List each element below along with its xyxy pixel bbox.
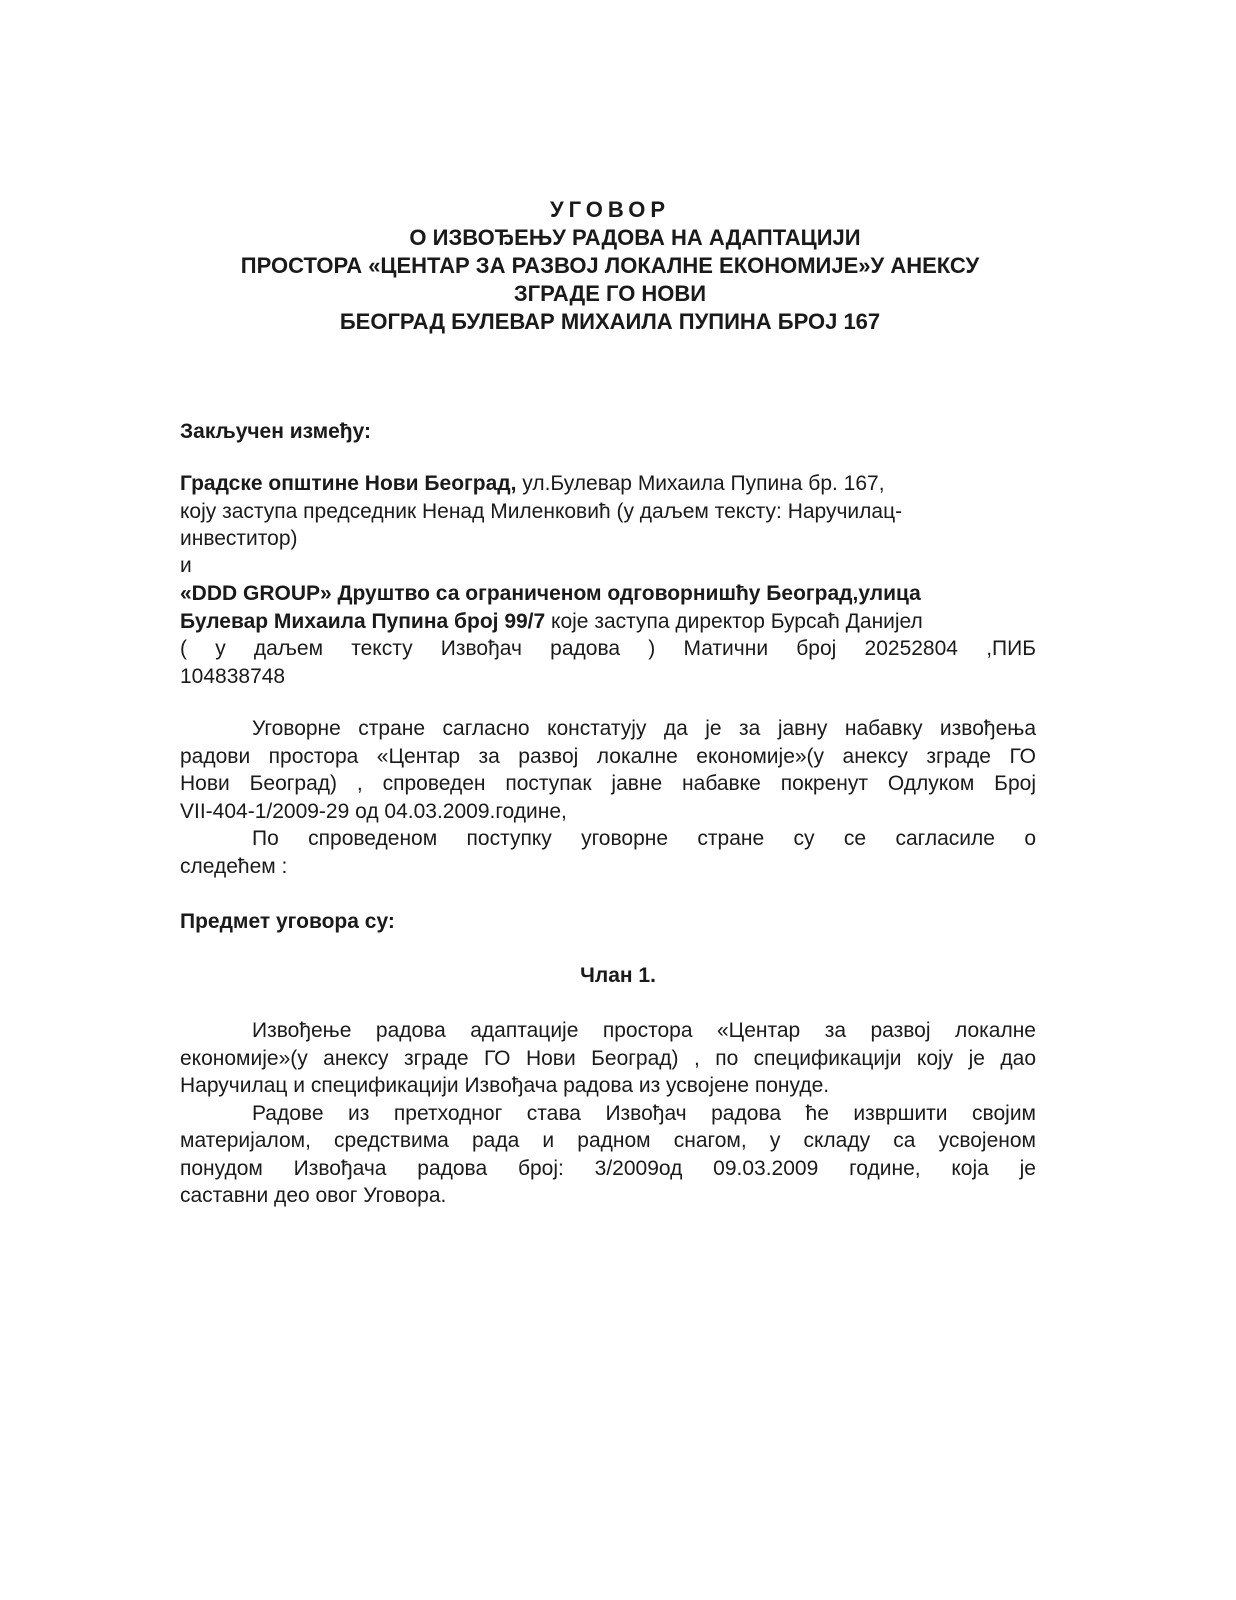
party-2-represented: које заступа директор Бурсаћ Данијел [545,609,923,633]
paragraph-2-line-5: материјалом, средствима рада и радном снагом, у складу са усвојеном [180,1129,1036,1152]
concluded-between-heading: Закључен између: [180,420,372,443]
paragraph-2-line-1: Извођење радова адаптације простора «Центар за развој локалне [252,1019,1036,1042]
paragraph-1-line-5: По спроведеном поступку уговорне стране су се сагласиле о [252,827,1036,850]
party-2-name-line-2: Булевар Михаила Пупина број 99/7 [180,609,546,633]
party-1-line-3: инвеститор) [180,527,298,550]
party-1-name: Градске општине Нови Београд, [180,472,517,495]
paragraph-1-line-4: VII-404-1/2009-29 од 04.03.2009.године, [180,799,567,823]
paragraph-1-line-3: Нови Београд) , спроведен поступак јавне набавке покренут Одлуком Број [180,772,1036,795]
party-2-line-4: 104838748 [180,664,286,688]
party-2-block [180,580,1036,690]
paragraph-2-line-6: понудом Извођача радова број: 3/2009од 09.03.2009 године, која је [180,1156,1036,1180]
title-line-3: ПРОСТОРА «ЦЕНТАР ЗА РАЗВОЈ ЛОКАЛНЕ ЕКОНОМИЈЕ»У АНЕКСУ [240,253,980,278]
paragraph-2-line-3: Наручилац и спецификацији Извођача радова из усвојене понуде. [180,1074,830,1097]
paragraph-1-line-2: радови простора «Центар за развој локалне економије»(у анексу зграде ГО [180,744,1036,768]
party-1-address: ул.Булевар Михаила Пупина бр. 167, [516,472,885,495]
party-2-name-line-1: «DDD GROUP» Друштво са ограниченом одговорнишћу Београд,улица [180,582,921,605]
title-line-2: О ИЗВОЂЕЊУ РАДОВА НА АДАПТАЦИЈИ [409,225,861,250]
title-line-4: ЗГРАДЕ ГО НОВИ [513,281,707,306]
subject-heading: Предмет уговора су: [180,910,395,933]
party-1-block [180,470,1036,553]
and-word: и [180,554,192,577]
paragraph-1-line-1: Уговорне стране сагласно констатују да је за јавну набавку извођења [252,717,1036,740]
paragraph-1-line-6: следећем : [180,854,288,878]
paragraph-2 [180,1017,1036,1210]
paragraph-1 [180,715,1036,880]
paragraph-2-line-4: Радове из претходног става Извођач радова ће извршити својим [252,1101,1036,1125]
paragraph-2-line-2: економије»(у анексу зграде ГО Нови Београд) , по спецификацији коју је дао [180,1046,1036,1070]
contract-title [180,196,1040,336]
party-1-line-2: коју заступа председник Ненад Миленковић (у даљем тексту: Наручилац- [180,499,903,523]
paragraph-2-line-7: саставни део овог Уговора. [180,1184,447,1207]
title-line-1: УГОВОР [549,197,671,222]
title-line-5: БЕОГРАД БУЛЕВАР МИХАИЛА ПУПИНА БРОЈ 167 [339,309,881,334]
party-2-line-3: ( у даљем тексту Извођач радова ) Матични број 20252804 ,ПИБ [180,637,1036,660]
article-1-heading: Члан 1. [580,964,656,987]
